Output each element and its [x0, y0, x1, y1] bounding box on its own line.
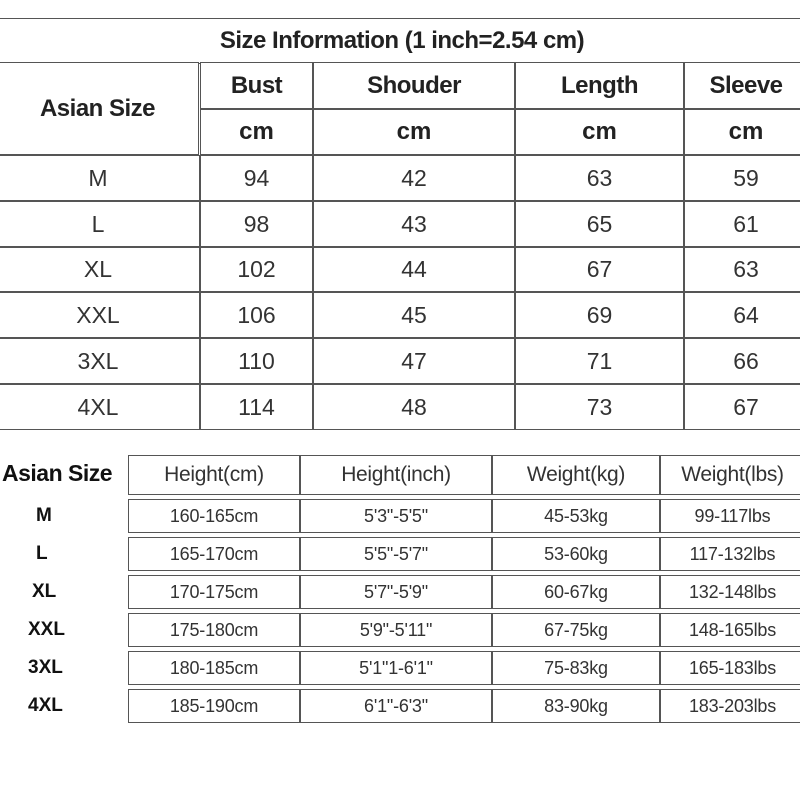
size-label: XXL — [28, 619, 65, 640]
column-header-shoulder: Shouder — [313, 62, 515, 109]
value-cell: 66 — [684, 338, 800, 384]
value-cell: 160-165cm — [128, 499, 300, 533]
value-cell: 75-83kg — [492, 651, 660, 685]
value-cell: 114 — [200, 384, 313, 430]
size-label: 3XL — [28, 657, 63, 678]
size-cell: XXL — [0, 292, 200, 338]
value-cell: 60-67kg — [492, 575, 660, 609]
value-cell: 185-190cm — [128, 689, 300, 723]
size-label: L — [36, 543, 48, 564]
value-cell: 102 — [200, 247, 313, 292]
value-cell: 45 — [313, 292, 515, 338]
fit-asian-size-header: Asian Size — [2, 460, 113, 486]
value-cell: 165-170cm — [128, 537, 300, 571]
unit-shoulder: cm — [313, 109, 515, 155]
size-cell: L — [0, 201, 200, 247]
table-title: Size Information (1 inch=2.54 cm) — [0, 18, 800, 64]
value-cell: 61 — [684, 201, 800, 247]
unit-bust: cm — [200, 109, 313, 155]
value-cell: 148-165lbs — [660, 613, 800, 647]
value-cell: 59 — [684, 155, 800, 201]
unit-sleeve: cm — [684, 109, 800, 155]
value-cell: 180-185cm — [128, 651, 300, 685]
column-header-height-inch: Height(inch) — [300, 455, 492, 495]
value-cell: 98 — [200, 201, 313, 247]
column-header-length: Length — [515, 62, 684, 109]
value-cell: 63 — [515, 155, 684, 201]
value-cell: 99-117lbs — [660, 499, 800, 533]
value-cell: 42 — [313, 155, 515, 201]
size-cell: 4XL — [0, 384, 200, 430]
value-cell: 45-53kg — [492, 499, 660, 533]
value-cell: 73 — [515, 384, 684, 430]
value-cell: 110 — [200, 338, 313, 384]
value-cell: 175-180cm — [128, 613, 300, 647]
value-cell: 170-175cm — [128, 575, 300, 609]
value-cell: 47 — [313, 338, 515, 384]
value-cell: 71 — [515, 338, 684, 384]
value-cell: 165-183lbs — [660, 651, 800, 685]
value-cell: 67-75kg — [492, 613, 660, 647]
column-header-height-cm: Height(cm) — [128, 455, 300, 495]
value-cell: 63 — [684, 247, 800, 292]
value-cell: 6'1"-6'3" — [300, 689, 492, 723]
size-cell: 3XL — [0, 338, 200, 384]
value-cell: 43 — [313, 201, 515, 247]
asian-size-header: Asian Size — [0, 62, 199, 155]
value-cell: 5'5"-5'7" — [300, 537, 492, 571]
size-cell: M — [0, 155, 200, 201]
size-label: M — [36, 505, 52, 526]
column-header-weight-kg: Weight(kg) — [492, 455, 660, 495]
value-cell: 48 — [313, 384, 515, 430]
value-cell: 69 — [515, 292, 684, 338]
size-label: XL — [32, 581, 57, 602]
value-cell: 106 — [200, 292, 313, 338]
unit-length: cm — [515, 109, 684, 155]
value-cell: 183-203lbs — [660, 689, 800, 723]
value-cell: 94 — [200, 155, 313, 201]
size-label: 4XL — [28, 695, 63, 716]
value-cell: 44 — [313, 247, 515, 292]
value-cell: 65 — [515, 201, 684, 247]
value-cell: 5'3"-5'5" — [300, 499, 492, 533]
value-cell: 5'1"1-6'1" — [300, 651, 492, 685]
value-cell: 64 — [684, 292, 800, 338]
column-header-sleeve: Sleeve — [684, 62, 800, 109]
value-cell: 5'7"-5'9" — [300, 575, 492, 609]
value-cell: 132-148lbs — [660, 575, 800, 609]
value-cell: 5'9"-5'11" — [300, 613, 492, 647]
value-cell: 53-60kg — [492, 537, 660, 571]
column-header-weight-lbs: Weight(lbs) — [660, 455, 800, 495]
value-cell: 67 — [515, 247, 684, 292]
column-header-bust: Bust — [200, 62, 313, 109]
size-cell: XL — [0, 247, 200, 292]
value-cell: 117-132lbs — [660, 537, 800, 571]
value-cell: 83-90kg — [492, 689, 660, 723]
value-cell: 67 — [684, 384, 800, 430]
